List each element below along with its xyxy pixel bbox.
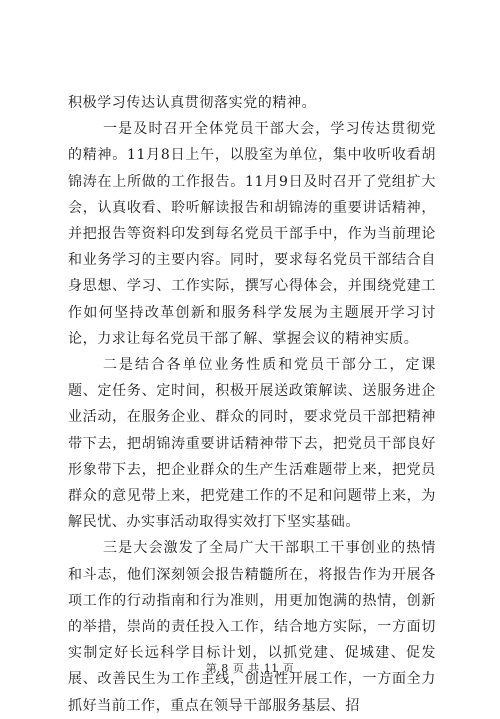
paragraph-three: 三是大会激发了全局广大干部职工干事创业的热情和斗志，他们深刻领会报告精髓所在，将报告作为开展各项工作的行动指南和行为准则，用更加饱满的热情，创新的举措，崇尚的责任投入工作，结合地方实际，一方面切实制定好长远科学目标计划，以抓党建、促城建、促发展、改善民生为工作主线，创造性开展工作，一方面全力抓好当前工作，重点在领导干部服务基层、招 xyxy=(68,540,436,714)
document-body xyxy=(68,90,436,719)
paragraph-two: 二是结合各单位业务性质和党员干部分工，定课题、定任务、定时间，积极开展送政策解读、送服务进企业活动，在服务企业、群众的同时，要求党员干部把精神带下去，把胡锦涛重要讲话精神带下去，把党员干部良好形象带下去，把企业群众的生产生活难题带上来，把党员群众的意见带上来，把党建工作的不足和问题带上来，为解民忧、办实事活动取得实效打下坚实基础。 xyxy=(68,357,436,531)
page-number: 第 8 页 共 11 页 xyxy=(205,662,295,675)
paragraph-continuation: 积极学习传达认真贯彻落实党的精神。 xyxy=(68,95,317,111)
paragraph-one: 一是及时召开全体党员干部大会，学习传达贯彻党的精神。11月8日上午，以股室为单位，集中收听收看胡锦涛在上所做的工作报告。11月9日及时召开了党组扩大会，认真收看、聆听解读报告和胡锦涛的重要讲话精神，并把报告等资料印发到每名党员干部手中，作为当前理论和业务学习的主要内容。同时，要求每名党员干部结合自身思想、学习、工作实际，撰写心得体会，并围绕党建工作如何坚持改革创新和服务科学发展为主题展开学习讨论，力求让每名党员干部了解、掌握会议的精神实质。 xyxy=(68,121,436,347)
page-footer xyxy=(0,660,500,676)
